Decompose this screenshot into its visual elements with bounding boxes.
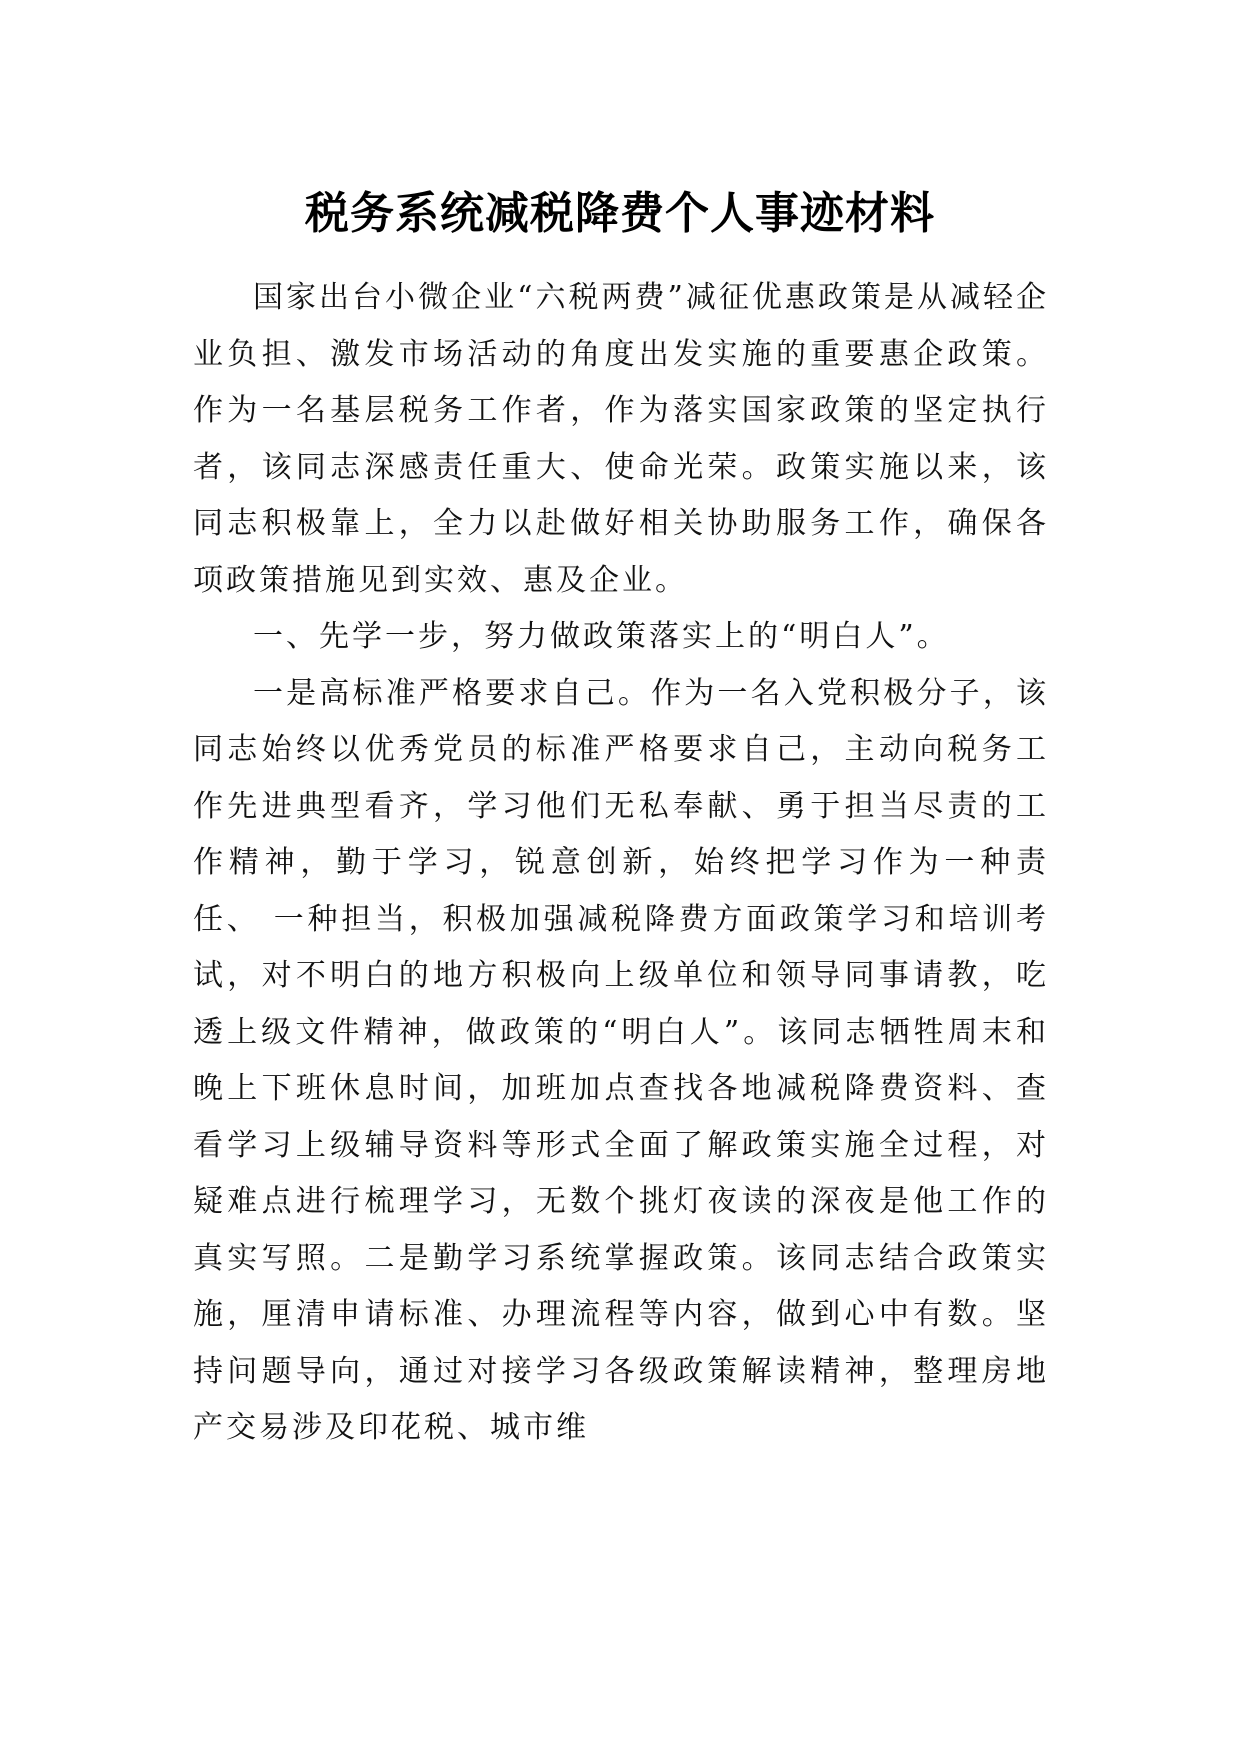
document-title: 税务系统减税降费个人事迹材料: [305, 188, 935, 239]
paragraph-intro: 国家出台小微企业“六税两费”减征优惠政策是从减轻企业负担、激发市场活动的角度出发实施的重要惠企政策。作为一名基层税务工作者，作为落实国家政策的坚定执行者，该同志深感责任重大、使命光荣。政策实施以来，该同志积极靠上，全力以赴做好相关协助服务工作，确保各项政策措施见到实效、惠及企业。: [193, 280, 1049, 598]
section-heading-1: 一、先学一步，努力做政策落实上的“明白人”。: [253, 619, 950, 654]
paragraph-section-1: 一是高标准严格要求自己。作为一名入党积极分子，该同志始终以优秀党员的标准严格要求自己，主动向税务工作先进典型看齐，学习他们无私奉献、勇于担当尽责的工作精神，勤于学习，锐意创新，始终把学习作为一种责任、 一种担当，积极加强减税降费方面政策学习和培训考试，对不明白的地方积极向上级单位和领导同事请教，吃透上级文件精神，做政策的“明白人”。该同志牺牲周末和晚上下班休息时间，加班加点查找各地减税降费资料、查看学习上级辅导资料等形式全面了解政策实施全过程，对疑难点进行梳理学习，无数个挑灯夜读的深夜是他工作的真实写照。二是勤学习系统掌握政策。该同志结合政策实施，厘清申请标准、办理流程等内容，做到心中有数。坚持问题导向，通过对接学习各级政策解读精神，整理房地产交易涉及印花税、城市维: [193, 675, 1049, 1445]
document-body: [193, 270, 1049, 1457]
